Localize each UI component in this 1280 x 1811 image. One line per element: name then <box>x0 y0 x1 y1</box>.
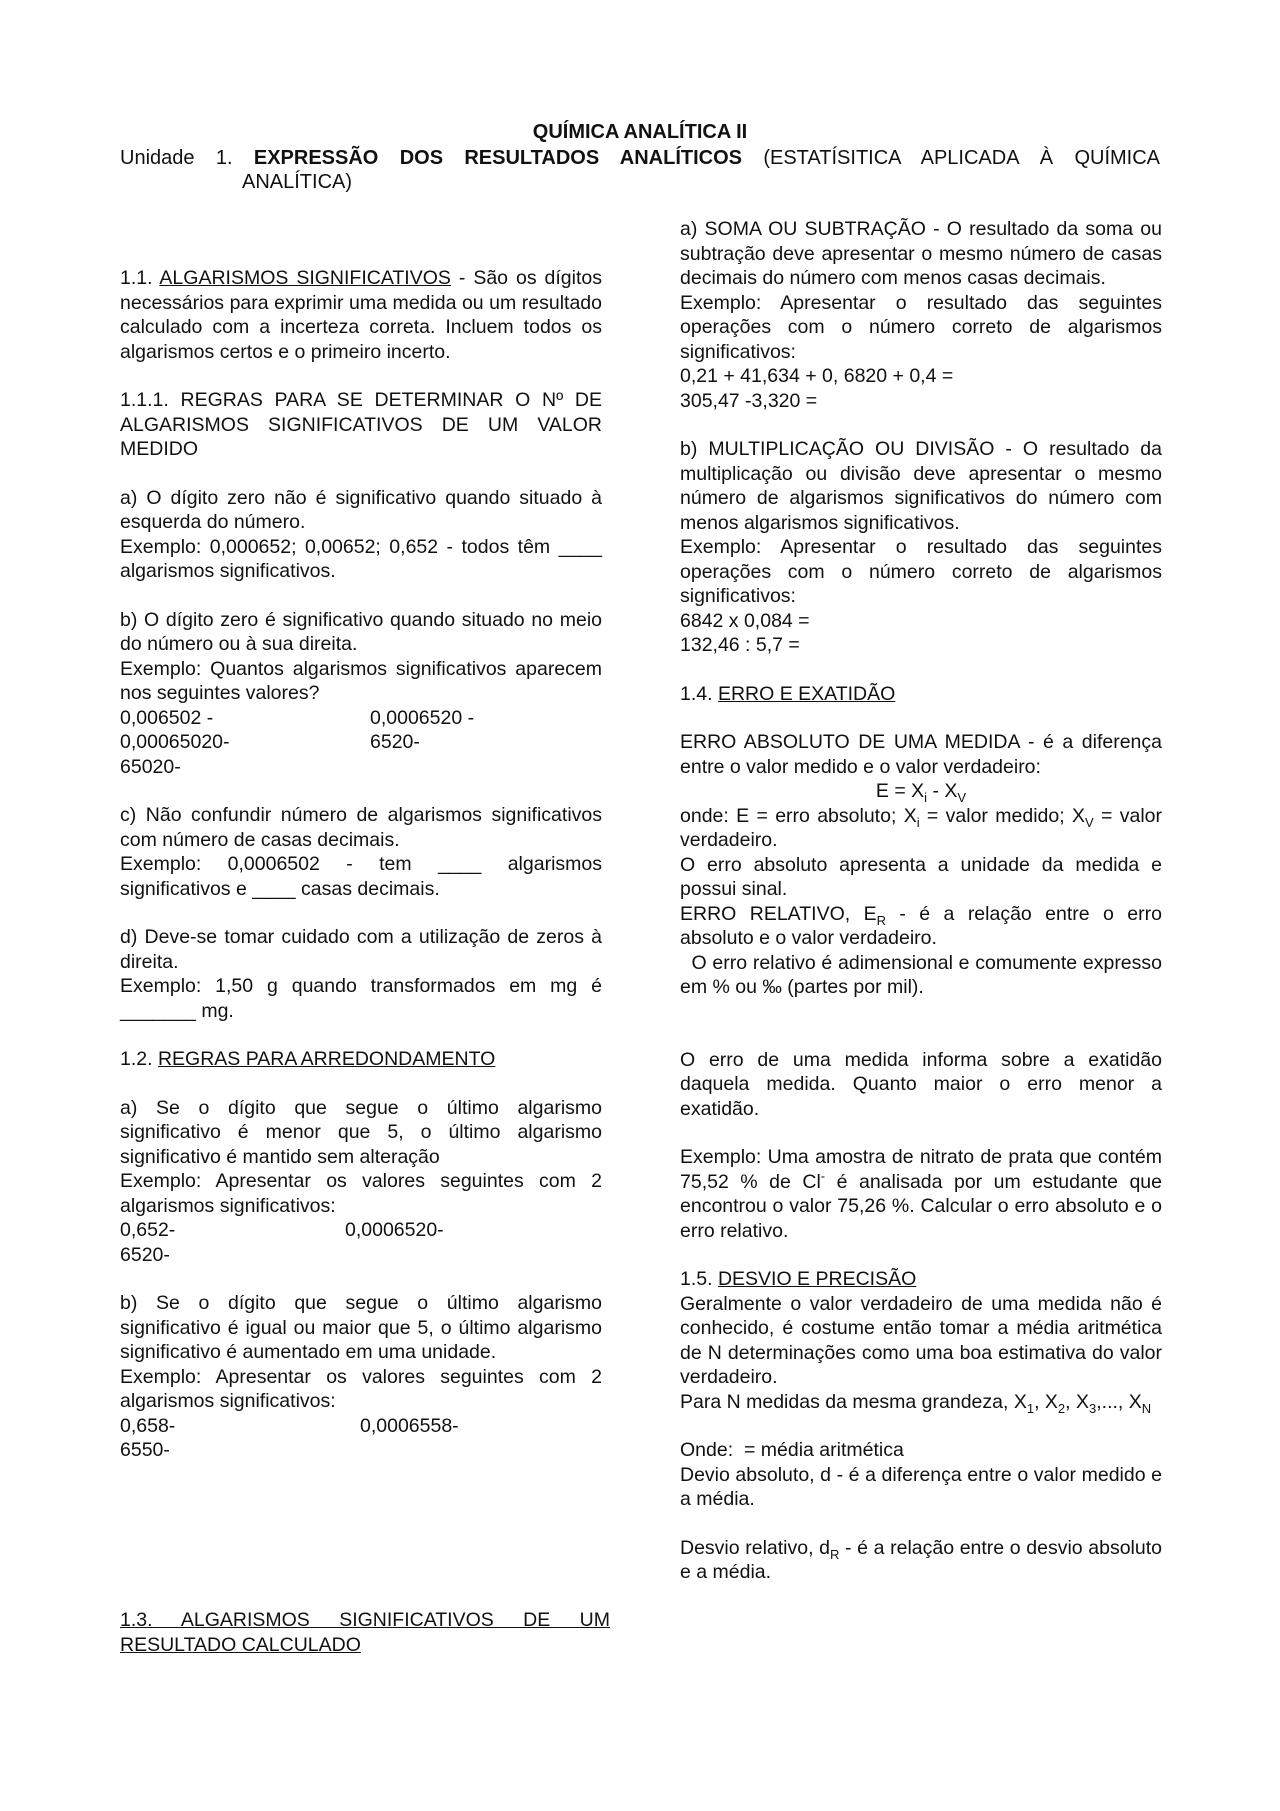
unit-heading-line-1 <box>120 146 1160 170</box>
value-item: 0,0006520- <box>345 1219 444 1241</box>
absolute-error-text: ERRO ABSOLUTO DE UMA MEDIDA - é a diferença entre o valor medido e o valor verdadeiro: <box>680 731 1162 778</box>
page-title: QUÍMICA ANALÍTICA II <box>532 121 748 143</box>
rule-d-text: d) Deve-se tomar cuidado com a utilização de zeros à direita. <box>120 926 602 973</box>
rule-a-text: a) O dígito zero não é significativo quando situado à esquerda do número. <box>120 486 602 533</box>
mult-rule-example: Exemplo: Apresentar o resultado das seguintes operações com o número correto de algarismos significativos: <box>680 536 1162 607</box>
rule-c-example: Exemplo: 0,0006502 - tem ____ algarismos significativos e ____ casas decimais. <box>120 853 602 900</box>
value-item: 6520- <box>370 731 420 753</box>
value-item: 6550- <box>120 1439 170 1461</box>
section-1-1-1-title: 1.1.1. REGRAS PARA SE DETERMINAR O Nº DE ALGARISMOS SIGNIFICATIVOS DE UM VALOR MEDIDO <box>120 389 602 460</box>
relative-error-dimension: O erro relativo é adimensional e comumente expresso em % ou ‰ (partes por mil). <box>680 951 1168 998</box>
absolute-deviation-text: Devio absoluto, d - é a diferença entre o valor medido e a média. <box>680 1463 1162 1510</box>
section-1-4-title: ERRO E EXATIDÃO <box>717 682 896 705</box>
relative-error-text: ERRO RELATIVO, $E_R$ - é a relação entre o erro absoluto e o valor verdadeiro. <box>680 902 1162 949</box>
section-1-1-text: - São os dígitos necessários para exprimir uma medida ou um resultado calculado com a incerteza correta. Incluem todos os algarismos certos e o primeiro incerto. <box>120 267 602 363</box>
mult-operation-2: 132,46 : 5,7 = <box>680 634 800 656</box>
absolute-error-unit: O erro absoluto apresenta a unidade da medida e possui sinal. <box>680 853 1162 900</box>
value-item: 0,0006520 - <box>370 706 475 729</box>
mult-rule-text: b) MULTIPLICAÇÃO OU DIVISÃO - O resultado da multiplicação ou divisão deve apresentar o mesmo número de algarismos significativos do número com menos algarismos significativos. <box>680 438 1162 534</box>
unit-prefix: Unidade 1. <box>120 147 233 169</box>
round-b-example: Exemplo: Apresentar os valores seguintes com 2 algarismos significativos: <box>120 1365 602 1412</box>
rule-b-text: b) O dígito zero é significativo quando situado no meio do número ou à sua direita. <box>120 608 602 655</box>
value-item: 0,658- <box>120 1414 176 1437</box>
section-1-5: 1.5. DESVIO E PRECISÃO <box>680 1268 917 1290</box>
unit-subtitle-1: (ESTATÍSITICA APLICADA À QUÍMICA <box>763 147 1161 169</box>
round-b-values <box>120 1414 602 1463</box>
round-b-text: b) Se o dígito que segue o último algarismo significativo é igual ou maior que 5, o último algarismo significativo é aumentado em uma unidade. <box>120 1292 602 1363</box>
right-column <box>680 217 1168 1585</box>
section-1-5-title: DESVIO E PRECISÃO <box>717 1268 917 1290</box>
sum-rule-text: a) SOMA OU SUBTRAÇÃO - O resultado da soma ou subtração deve apresentar o mesmo número de casas decimais do número com menos casas decimais. <box>680 218 1162 289</box>
error-formula: $E = X_i - X_V$ <box>875 780 967 805</box>
unit-subtitle-2: ANALÍTICA) <box>242 171 353 193</box>
sum-rule-example: Exemplo: Apresentar o resultado das seguintes operações com o número correto de algarismos significativos: <box>680 291 1162 363</box>
rule-b-values <box>120 706 602 780</box>
round-a-values <box>120 1218 602 1267</box>
rule-c-text: c) Não confundir número de algarismos significativos com número de casas decimais. <box>120 804 602 851</box>
silver-nitrate-example: Exemplo: Uma amostra de nitrato de prata que contém 75,52 % de Cl- é analisada por um estudante que encontrou o valor 75,26 %. Calcular o erro absoluto e o erro relativo. <box>680 1146 1162 1242</box>
value-item: 0,00065020- <box>120 731 230 753</box>
section-1-4: 1.4. ERRO E EXATIDÃO <box>680 682 896 705</box>
value-item: 65020- <box>120 755 181 778</box>
mult-operation-1: 6842 x 0,084 = <box>680 609 810 632</box>
formula-legend: onde: E = erro absoluto; $X_i$ = valor medido; $X_V$ = valor verdadeiro. <box>680 804 1162 851</box>
unit-heading <box>120 146 1160 194</box>
rule-a-example: Exemplo: 0,000652; 0,00652; 0,652 - todos têm ____ algarismos significativos. <box>120 535 602 582</box>
rule-d-example: Exemplo: 1,50 g quando transformados em mg é _______ mg. <box>120 975 602 1022</box>
left-column <box>120 266 602 1463</box>
round-a-example: Exemplo: Apresentar os valores seguintes com 2 algarismos significativos: <box>120 1170 602 1217</box>
value-item: 0,652- <box>120 1219 176 1241</box>
section-1-2-title: REGRAS PARA ARREDONDAMENTO <box>157 1048 496 1070</box>
section-1-1: 1.1. ALGARISMOS SIGNIFICATIVOS - São os dígitos necessários para exprimir uma medida ou um resultado calculado com a incerteza correta. Incluem todos os algarismos certos e o primeiro incerto. <box>120 267 602 363</box>
value-item: 0,0006558- <box>360 1414 459 1437</box>
sum-operation-1: 0,21 + 41,634 + 0, 6820 + 0,4 = <box>680 365 954 387</box>
deviation-text: Geralmente o valor verdadeiro de uma medida não é conhecido, é costume então tomar a média aritmética de N determinações como uma boa estimativa do valor verdadeiro. <box>680 1292 1162 1388</box>
rule-b-example: Exemplo: Quantos algarismos significativos aparecem nos seguintes valores? <box>120 657 602 704</box>
value-item: 6520- <box>120 1243 170 1266</box>
accuracy-text: O erro de uma medida informa sobre a exatidão daquela medida. Quanto maior o erro menor a exatidão. <box>680 1048 1162 1120</box>
section-1-3-title: 1.3. ALGARISMOS SIGNIFICATIVOS DE UM RESULTADO CALCULADO <box>120 1609 610 1656</box>
unit-title: EXPRESSÃO DOS RESULTADOS ANALÍTICOS <box>253 147 742 169</box>
mean-definition: Onde: = média aritmética <box>680 1439 904 1461</box>
section-1-2: 1.2. REGRAS PARA ARREDONDAMENTO <box>120 1048 496 1070</box>
section-1-1-title: ALGARISMOS SIGNIFICATIVOS <box>159 267 451 289</box>
n-measurements-text: Para N medidas da mesma grandeza, $X_1$, $X_2$, $X_3$,..., $X_N$ <box>680 1390 1152 1416</box>
round-a-text: a) Se o dígito que segue o último algarismo significativo é menor que 5, o último algarismo significativo é mantido sem alteração <box>120 1096 602 1168</box>
sum-operation-2: 305,47 -3,320 = <box>680 389 818 412</box>
relative-deviation-text: Desvio relativo, $d_R$ - é a relação entre o desvio absoluto e a média. <box>680 1536 1162 1583</box>
value-item: 0,006502 - <box>120 706 214 729</box>
